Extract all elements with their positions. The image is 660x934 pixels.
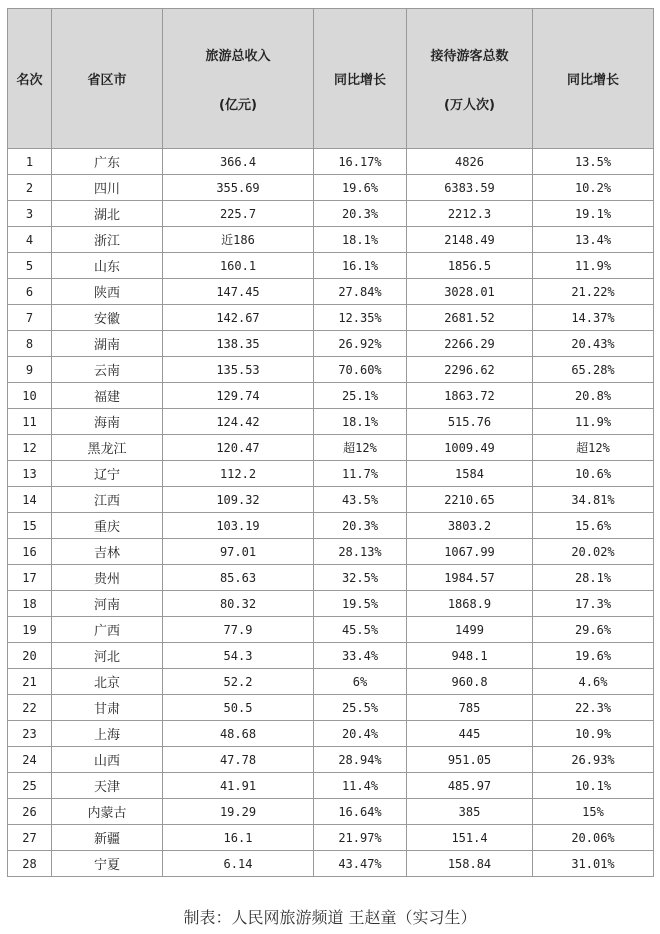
visitors-growth-cell: 10.6% [533,461,654,487]
region-cell: 浙江 [52,227,163,253]
visitors-cell: 960.8 [407,669,533,695]
visitors-cell: 151.4 [407,825,533,851]
income-growth-cell: 25.1% [314,383,407,409]
visitors-growth-cell: 29.6% [533,617,654,643]
table-row [8,331,654,357]
income-cell: 85.63 [163,565,314,591]
income-cell: 142.67 [163,305,314,331]
income-growth-cell: 11.7% [314,461,407,487]
table-row [8,591,654,617]
visitors-cell: 948.1 [407,643,533,669]
region-cell: 河南 [52,591,163,617]
region-cell: 上海 [52,721,163,747]
region-cell: 湖北 [52,201,163,227]
header-visitors-unit: (万人次) [444,97,495,113]
income-cell: 120.47 [163,435,314,461]
income-cell: 77.9 [163,617,314,643]
region-cell: 吉林 [52,539,163,565]
rank-cell: 26 [8,799,52,825]
visitors-growth-cell: 20.43% [533,331,654,357]
visitors-cell: 1499 [407,617,533,643]
table-row [8,435,654,461]
table-body [8,149,654,877]
table-row [8,175,654,201]
income-cell: 135.53 [163,357,314,383]
visitors-cell: 785 [407,695,533,721]
visitors-growth-cell: 13.5% [533,149,654,175]
visitors-growth-cell: 28.1% [533,565,654,591]
visitors-cell: 2212.3 [407,201,533,227]
region-cell: 贵州 [52,565,163,591]
income-cell: 47.78 [163,747,314,773]
visitors-growth-cell: 10.1% [533,773,654,799]
rank-cell: 7 [8,305,52,331]
income-cell: 103.19 [163,513,314,539]
rank-cell: 4 [8,227,52,253]
income-growth-cell: 11.4% [314,773,407,799]
header-visitors-title: 接待游客总数 [430,48,509,64]
region-cell: 广西 [52,617,163,643]
rank-cell: 6 [8,279,52,305]
visitors-growth-cell: 11.9% [533,253,654,279]
income-cell: 80.32 [163,591,314,617]
table-row [8,253,654,279]
income-cell: 52.2 [163,669,314,695]
header-row [8,9,654,149]
rank-cell: 20 [8,643,52,669]
income-growth-cell: 16.1% [314,253,407,279]
visitors-cell: 445 [407,721,533,747]
rank-cell: 16 [8,539,52,565]
income-cell: 54.3 [163,643,314,669]
table-row [8,773,654,799]
income-growth-cell: 27.84% [314,279,407,305]
rank-cell: 19 [8,617,52,643]
table-row [8,383,654,409]
income-cell: 366.4 [163,149,314,175]
table-row [8,539,654,565]
visitors-growth-cell: 11.9% [533,409,654,435]
income-growth-cell: 19.5% [314,591,407,617]
table-row [8,799,654,825]
income-cell: 97.01 [163,539,314,565]
region-cell: 新疆 [52,825,163,851]
visitors-growth-cell: 10.9% [533,721,654,747]
income-cell: 138.35 [163,331,314,357]
income-cell: 6.14 [163,851,314,877]
income-growth-cell: 32.5% [314,565,407,591]
income-cell: 48.68 [163,721,314,747]
header-income-unit: (亿元) [219,97,257,113]
region-cell: 辽宁 [52,461,163,487]
table-credit: 制表：人民网旅游频道 王赵童（实习生） [183,908,477,927]
visitors-cell: 4826 [407,149,533,175]
rank-cell: 5 [8,253,52,279]
income-growth-cell: 16.64% [314,799,407,825]
income-cell: 19.29 [163,799,314,825]
visitors-growth-cell: 19.1% [533,201,654,227]
visitors-cell: 2266.29 [407,331,533,357]
region-cell: 江西 [52,487,163,513]
table-row [8,201,654,227]
visitors-cell: 1067.99 [407,539,533,565]
income-cell: 129.74 [163,383,314,409]
income-growth-cell: 33.4% [314,643,407,669]
rank-cell: 9 [8,357,52,383]
rank-cell: 24 [8,747,52,773]
visitors-cell: 1856.5 [407,253,533,279]
income-growth-cell: 12.35% [314,305,407,331]
table-row [8,721,654,747]
income-growth-cell: 28.94% [314,747,407,773]
region-cell: 福建 [52,383,163,409]
visitors-cell: 1868.9 [407,591,533,617]
income-growth-cell: 20.3% [314,201,407,227]
visitors-cell: 3803.2 [407,513,533,539]
header-visitors [407,9,533,149]
visitors-growth-cell: 22.3% [533,695,654,721]
income-growth-cell: 18.1% [314,227,407,253]
region-cell: 山西 [52,747,163,773]
region-cell: 北京 [52,669,163,695]
rank-cell: 15 [8,513,52,539]
table-header [8,9,654,149]
table-row [8,149,654,175]
header-region: 省区市 [52,9,163,149]
region-cell: 广东 [52,149,163,175]
rank-cell: 8 [8,331,52,357]
table-row [8,695,654,721]
rank-cell: 27 [8,825,52,851]
rank-cell: 17 [8,565,52,591]
visitors-cell: 2296.62 [407,357,533,383]
visitors-growth-cell: 20.06% [533,825,654,851]
income-growth-cell: 43.5% [314,487,407,513]
region-cell: 河北 [52,643,163,669]
visitors-cell: 3028.01 [407,279,533,305]
rank-cell: 14 [8,487,52,513]
income-growth-cell: 25.5% [314,695,407,721]
rank-cell: 25 [8,773,52,799]
region-cell: 内蒙古 [52,799,163,825]
visitors-growth-cell: 17.3% [533,591,654,617]
region-cell: 安徽 [52,305,163,331]
visitors-growth-cell: 65.28% [533,357,654,383]
region-cell: 黑龙江 [52,435,163,461]
table-row [8,357,654,383]
tourism-ranking-table [7,8,654,877]
table-row [8,565,654,591]
region-cell: 天津 [52,773,163,799]
region-cell: 甘肃 [52,695,163,721]
table-row [8,487,654,513]
visitors-cell: 951.05 [407,747,533,773]
header-rank: 名次 [8,9,52,149]
visitors-cell: 515.76 [407,409,533,435]
rank-cell: 18 [8,591,52,617]
rank-cell: 3 [8,201,52,227]
visitors-growth-cell: 13.4% [533,227,654,253]
visitors-growth-cell: 15% [533,799,654,825]
visitors-cell: 1009.49 [407,435,533,461]
rank-cell: 2 [8,175,52,201]
rank-cell: 28 [8,851,52,877]
table-row [8,643,654,669]
income-growth-cell: 超12% [314,435,407,461]
income-cell: 16.1 [163,825,314,851]
rank-cell: 22 [8,695,52,721]
income-growth-cell: 6% [314,669,407,695]
region-cell: 重庆 [52,513,163,539]
visitors-growth-cell: 20.8% [533,383,654,409]
visitors-cell: 2681.52 [407,305,533,331]
income-growth-cell: 26.92% [314,331,407,357]
table-row [8,305,654,331]
region-cell: 四川 [52,175,163,201]
table-row [8,669,654,695]
rank-cell: 1 [8,149,52,175]
visitors-cell: 1984.57 [407,565,533,591]
visitors-cell: 158.84 [407,851,533,877]
visitors-cell: 1584 [407,461,533,487]
income-cell: 225.7 [163,201,314,227]
income-growth-cell: 19.6% [314,175,407,201]
income-cell: 355.69 [163,175,314,201]
table-row [8,851,654,877]
visitors-growth-cell: 10.2% [533,175,654,201]
table-row [8,747,654,773]
income-growth-cell: 20.3% [314,513,407,539]
income-growth-cell: 43.47% [314,851,407,877]
income-growth-cell: 18.1% [314,409,407,435]
visitors-cell: 2210.65 [407,487,533,513]
visitors-growth-cell: 19.6% [533,643,654,669]
rank-cell: 23 [8,721,52,747]
visitors-growth-cell: 4.6% [533,669,654,695]
table-row [8,409,654,435]
region-cell: 宁夏 [52,851,163,877]
visitors-growth-cell: 15.6% [533,513,654,539]
visitors-cell: 1863.72 [407,383,533,409]
table-row [8,461,654,487]
table-row [8,825,654,851]
income-growth-cell: 21.97% [314,825,407,851]
income-growth-cell: 45.5% [314,617,407,643]
visitors-growth-cell: 14.37% [533,305,654,331]
header-income [163,9,314,149]
income-cell: 124.42 [163,409,314,435]
income-cell: 50.5 [163,695,314,721]
region-cell: 海南 [52,409,163,435]
region-cell: 湖南 [52,331,163,357]
rank-cell: 12 [8,435,52,461]
visitors-growth-cell: 26.93% [533,747,654,773]
visitors-cell: 485.97 [407,773,533,799]
visitors-growth-cell: 21.22% [533,279,654,305]
visitors-cell: 6383.59 [407,175,533,201]
income-growth-cell: 70.60% [314,357,407,383]
income-cell: 109.32 [163,487,314,513]
table-row [8,279,654,305]
table-row [8,227,654,253]
rank-cell: 13 [8,461,52,487]
region-cell: 山东 [52,253,163,279]
visitors-cell: 385 [407,799,533,825]
rank-cell: 11 [8,409,52,435]
region-cell: 陕西 [52,279,163,305]
visitors-growth-cell: 超12% [533,435,654,461]
visitors-growth-cell: 31.01% [533,851,654,877]
visitors-cell: 2148.49 [407,227,533,253]
table-row [8,513,654,539]
income-cell: 160.1 [163,253,314,279]
income-growth-cell: 28.13% [314,539,407,565]
region-cell: 云南 [52,357,163,383]
header-income-title: 旅游总收入 [205,48,271,64]
rank-cell: 10 [8,383,52,409]
table-row [8,617,654,643]
visitors-growth-cell: 34.81% [533,487,654,513]
header-visitors-growth: 同比增长 [533,9,654,149]
income-cell: 41.91 [163,773,314,799]
rank-cell: 21 [8,669,52,695]
income-cell: 147.45 [163,279,314,305]
income-growth-cell: 20.4% [314,721,407,747]
income-growth-cell: 16.17% [314,149,407,175]
income-cell: 112.2 [163,461,314,487]
income-cell: 近186 [163,227,314,253]
visitors-growth-cell: 20.02% [533,539,654,565]
header-income-growth: 同比增长 [314,9,407,149]
